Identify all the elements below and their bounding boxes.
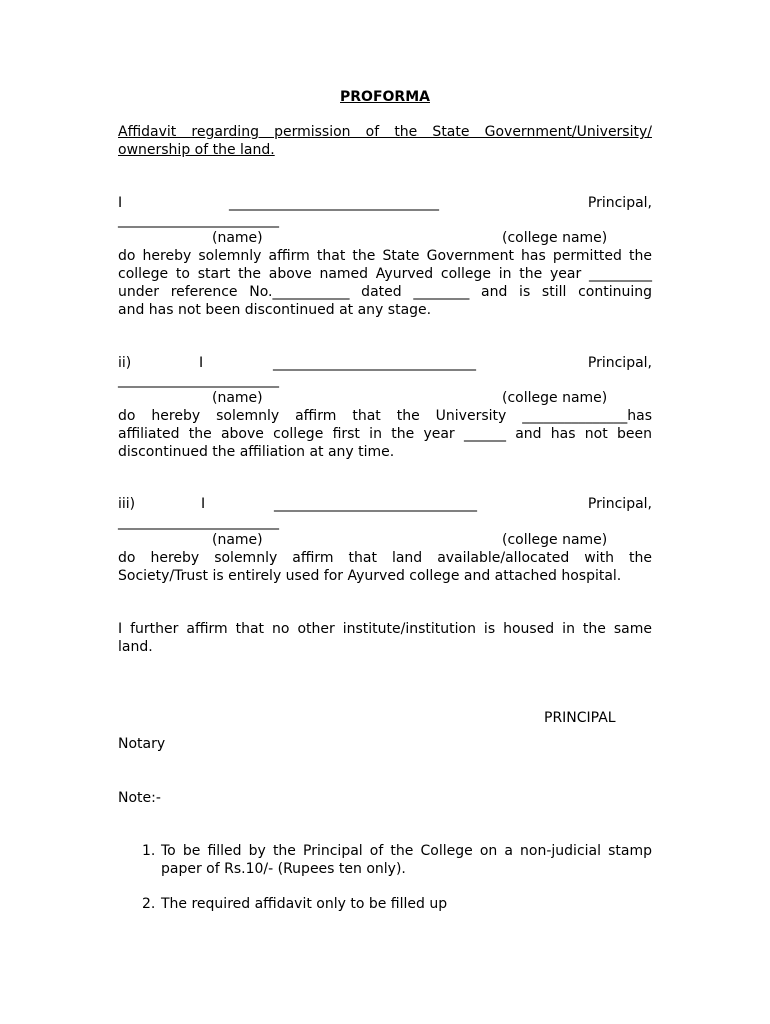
section2-college-blank: _______________________: [118, 372, 279, 388]
section2-name-label: (name): [212, 390, 263, 406]
notary-label: Notary: [118, 736, 166, 752]
subject-line-2: ownership of the land.: [118, 142, 275, 158]
section3-name-label: (name): [212, 532, 263, 548]
section1-name-label: (name): [212, 230, 263, 246]
section1-name-blank: ______________________________: [229, 195, 439, 211]
further-line-1: I further affirm that no other institute/institution is housed in the same: [118, 621, 652, 637]
section2-college-label: (college name): [502, 390, 608, 406]
section2-principal: Principal,: [587, 355, 652, 371]
section1-line-4: and has not been discontinued at any stage.: [118, 302, 432, 318]
section1-college-label: (college name): [502, 230, 608, 246]
section3-principal: Principal,: [587, 496, 652, 512]
section1-line-2: college to start the above named Ayurved college in the year _________: [118, 266, 652, 282]
section1-prefix: I: [118, 195, 123, 211]
section3-college-label: (college name): [502, 532, 608, 548]
section2-line-2: affiliated the above college first in the year ______ and has not been: [118, 426, 652, 442]
note-2-number: 2.: [142, 896, 156, 912]
section1-principal: Principal,: [587, 195, 652, 211]
section3-marker: iii): [118, 496, 136, 512]
section2-name-blank: _____________________________: [273, 355, 476, 371]
section3-prefix: I: [201, 496, 206, 512]
section2-line-3: discontinued the affiliation at any time.: [118, 444, 395, 460]
note-1-line-1: To be filled by the Principal of the College on a non-judicial stamp: [161, 843, 652, 859]
section3-name-blank: _____________________________: [274, 496, 477, 512]
section2-marker: ii): [118, 355, 132, 371]
section1-line-3: under reference No.___________ dated ________ and is still continuing: [118, 284, 652, 300]
note-2-line-1: The required affidavit only to be filled up: [161, 896, 448, 912]
note-1-number: 1.: [142, 843, 156, 859]
section2-line-1: do hereby solemnly affirm that the University _______________has: [118, 408, 652, 424]
further-line-2: land.: [118, 639, 153, 655]
subject-line-1: Affidavit regarding permission of the State Government/University/: [118, 124, 652, 140]
section3-line-1: do hereby solemnly affirm that land available/allocated with the: [118, 550, 652, 566]
principal-signature: PRINCIPAL: [544, 710, 616, 726]
section2-prefix: I: [199, 355, 204, 371]
note-1-line-2: paper of Rs.10/- (Rupees ten only).: [161, 861, 406, 877]
section3-college-blank: _______________________: [118, 514, 279, 530]
note-heading: Note:-: [118, 790, 161, 806]
section1-line-1: do hereby solemnly affirm that the State Government has permitted the: [118, 248, 652, 264]
section3-line-2: Society/Trust is entirely used for Ayurved college and attached hospital.: [118, 568, 622, 584]
section1-college-blank: _______________________: [118, 212, 279, 228]
document-title: PROFORMA: [340, 89, 430, 105]
